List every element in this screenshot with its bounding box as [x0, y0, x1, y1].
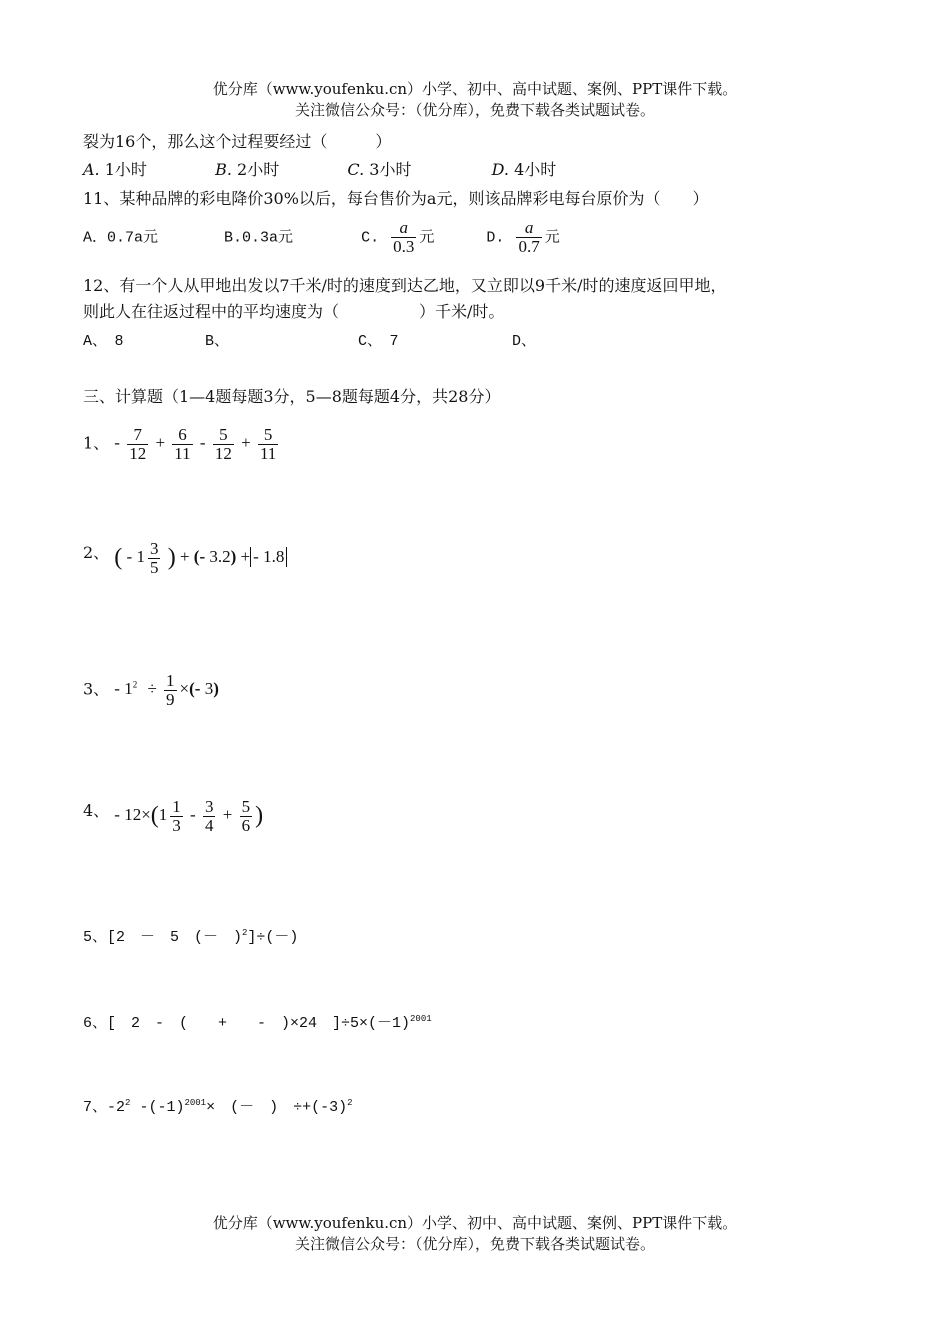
q10-opt-c: 3小时	[369, 160, 412, 179]
q10-opt-c-letter: C.	[347, 160, 365, 179]
problem-4-expr: - 12×(1 $\frac{1}{3}$ - $\frac{3}{4}$ + $\frac{5}{6}$ )	[114, 797, 264, 835]
q11-opt-d: D.	[486, 229, 505, 247]
q12-line-2: 则此人在往返过程中的平均速度为（ ）千米/时。	[83, 302, 505, 321]
q11-unit-c: 元	[419, 229, 435, 247]
problem-1	[83, 426, 281, 463]
p4-frac-3: $\frac{5}{6}$	[241, 797, 251, 835]
q12-line-1: 12、有一个人从甲地出发以7千米/时的速度到达乙地，又立即以9千米/时的速度返回甲地，	[83, 276, 727, 295]
problem-6: 6、[ 2 - ( + - )×24 ]$\div 5\times(-1)^{2001}$	[83, 1014, 432, 1032]
p1-minus-2: -	[199, 433, 206, 453]
problem-3-expr: - $1^2$ ÷ $\frac{1}{9}$ ×(- 3)	[114, 671, 219, 709]
q10-opt-d-letter: D.	[491, 160, 509, 179]
problem-4-label: 4、	[83, 801, 110, 820]
problem-3	[83, 672, 219, 709]
q10-opt-b: 2小时	[237, 160, 280, 179]
q11-unit-d: 元	[544, 229, 560, 247]
p1-plus-2: +	[241, 433, 251, 453]
q12-opt-b: B、	[205, 333, 230, 350]
p2-frac: $\frac{3}{5}$	[149, 539, 159, 577]
q12-opt-c: C、 7	[358, 333, 399, 350]
footer-line-1: 优分库（www.youfenku.cn）小学、初中、高中试题、案例、PPT课件下载。	[212, 1214, 738, 1232]
q11-frac-c: $\frac{a}{0.3}$	[393, 218, 415, 256]
problem-3-label: 3、	[83, 679, 110, 699]
q10-opt-a: 1小时	[104, 160, 147, 179]
q10-opt-d: 4小时	[514, 160, 557, 179]
p1-plus: +	[155, 433, 166, 453]
q10-opt-a-letter: A.	[83, 160, 100, 179]
problem-5: 5、[2 － 5 (－ )$^2$]÷(－)	[83, 928, 299, 946]
problem-1-expr	[114, 425, 281, 463]
header-line-1: 优分库（www.youfenku.cn）小学、初中、高中试题、案例、PPT课件下载。	[212, 80, 738, 98]
footer-line-2: 关注微信公众号：（优分库），免费下载各类试题试卷。	[294, 1235, 655, 1253]
q10-options	[83, 157, 556, 180]
problem-2-label: 2、	[83, 543, 110, 562]
q11-opt-c: C.	[361, 229, 380, 247]
p1-frac-2: $\frac{6}{11}$	[174, 425, 191, 463]
q11-options	[83, 219, 560, 256]
problem-4	[83, 798, 263, 835]
q10-text: 裂为16个，那么这个过程要经过（ ）	[83, 132, 392, 151]
p2-abs: - 1.8	[250, 547, 287, 567]
q11-opt-b: B.0.3a元	[224, 229, 294, 247]
p1-frac-1: $\frac{7}{12}$	[129, 425, 147, 463]
problem-7: 7、$-2^2$ $-(-1)^{2001}\times$ (－ ) $\div+(-3)^2$	[83, 1098, 353, 1116]
q12-opt-a: A、 8	[83, 333, 124, 350]
p4-frac-2: $\frac{3}{4}$	[204, 797, 214, 835]
section-3-title: 三、计算题（1—4题每题3分，5—8题每题4分，共28分）	[83, 387, 501, 406]
p4-frac-1: $\frac{1}{3}$	[172, 797, 181, 835]
problem-2	[83, 540, 287, 577]
q10-opt-b-letter: B.	[215, 160, 232, 179]
q11-text: 11、某种品牌的彩电降价30%以后，每台售价为a元，则该品牌彩电每台原价为（ ）	[83, 189, 709, 208]
p3-frac: $\frac{1}{9}$	[166, 671, 175, 709]
q12-opt-d: D、	[512, 333, 537, 350]
problem-1-label: 1、	[83, 433, 110, 453]
p1-frac-4: $\frac{5}{11}$	[259, 425, 277, 463]
q11-frac-d: $\frac{a}{0.7}$	[518, 218, 540, 256]
p1-frac-3: $\frac{5}{12}$	[214, 425, 232, 463]
header-line-2: 关注微信公众号：（优分库），免费下载各类试题试卷。	[294, 101, 655, 119]
q11-opt-a: A．0.7a元	[83, 229, 159, 247]
p1-minus: -	[114, 433, 120, 453]
problem-2-expr: ( - 1 $\frac{3}{5}$ ) + (- 3.2) + - 1.8	[114, 547, 287, 566]
